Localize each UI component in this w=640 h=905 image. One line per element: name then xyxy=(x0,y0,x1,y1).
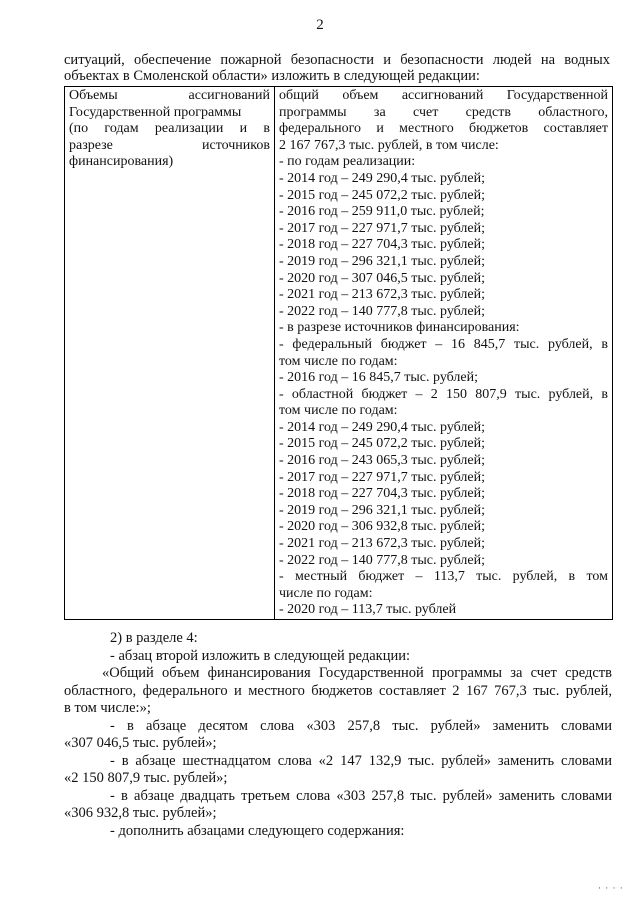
value-line: - 2016 год – 16 845,7 тыс. рублей; xyxy=(279,370,479,386)
amendment-item: - в абзаце десятом слова «303 257,8 тыс. рублей» заменить словами xyxy=(110,717,612,734)
label-line: Объемы ассигнований xyxy=(69,88,270,103)
amendment-item: - дополнить абзацами следующего содержания: xyxy=(110,822,405,839)
value-line: том числе по годам: xyxy=(279,353,398,369)
amendment-item: - абзац второй изложить в следующей редакции: xyxy=(110,647,411,664)
amendment-item: «306 932,8 тыс. рублей»; xyxy=(64,805,217,821)
label-line: разрезе источников xyxy=(69,137,270,153)
amendment-item: «2 150 807,9 тыс. рублей»; xyxy=(64,770,228,786)
label-line: Государственной программы xyxy=(69,104,242,120)
value-line: числе по годам: xyxy=(279,585,373,601)
value-line: программы за счет средств областного, xyxy=(279,104,608,120)
value-line: - федеральный бюджет – 16 845,7 тыс. рублей, в xyxy=(279,336,608,352)
quote-line: областного, федерального и местного бюджетов составляет 2 167 767,3 тыс. рублей, xyxy=(64,682,612,699)
amendment-item: - в абзаце шестнадцатом слова «2 147 132,9 тыс. рублей» заменить словами xyxy=(110,752,612,769)
value-line: - 2018 год – 227 704,3 тыс. рублей; xyxy=(279,486,486,502)
value-line: - 2019 год – 296 321,1 тыс. рублей; xyxy=(279,502,486,518)
value-line: - 2014 год – 249 290,4 тыс. рублей; xyxy=(279,419,486,435)
value-line: - 2021 год – 213 672,3 тыс. рублей; xyxy=(279,287,486,303)
value-line: - 2017 год – 227 971,7 тыс. рублей; xyxy=(279,469,486,485)
value-line: - 2017 год – 227 971,7 тыс. рублей; xyxy=(279,220,486,236)
value-line: - 2020 год – 307 046,5 тыс. рублей; xyxy=(279,270,486,286)
section-heading: 2) в разделе 4: xyxy=(110,630,198,646)
value-line: - по годам реализации: xyxy=(279,154,416,170)
value-line: - 2016 год – 259 911,0 тыс. рублей; xyxy=(279,204,485,220)
value-line: 2 167 767,3 тыс. рублей, в том числе: xyxy=(279,137,499,153)
value-line: федерального и местного бюджетов составляет xyxy=(279,121,608,137)
quote-line: в том числе:»; xyxy=(64,700,151,716)
value-line: - в разрезе источников финансирования: xyxy=(279,320,520,336)
scan-mark: · · · · xyxy=(598,883,624,893)
intro-line: объектах в Смоленской области» изложить в следующей редакции: xyxy=(64,68,480,84)
amendment-text xyxy=(64,630,612,840)
value-line: том числе по годам: xyxy=(279,403,398,419)
value-line: - местный бюджет – 113,7 тыс. рублей, в том xyxy=(279,569,608,585)
page-number: 2 xyxy=(316,17,324,33)
program-funding-table xyxy=(64,86,613,620)
value-line: - областной бюджет – 2 150 807,9 тыс. рублей, в xyxy=(279,386,608,402)
label-line: финансирования) xyxy=(69,154,174,170)
intro-line: ситуаций, обеспечение пожарной безопасности и безопасности людей на водных xyxy=(64,52,610,68)
value-line: - 2022 год – 140 777,8 тыс. рублей; xyxy=(279,303,486,319)
table-value-cell xyxy=(275,87,613,620)
amendment-item: «307 046,5 тыс. рублей»; xyxy=(64,735,217,751)
value-line: - 2020 год – 113,7 тыс. рублей xyxy=(279,602,457,618)
value-line: - 2015 год – 245 072,2 тыс. рублей; xyxy=(279,436,486,452)
value-line: - 2014 год – 249 290,4 тыс. рублей; xyxy=(279,170,486,186)
value-line: - 2020 год – 306 932,8 тыс. рублей; xyxy=(279,519,486,535)
intro-paragraph xyxy=(64,52,610,84)
table-label-cell xyxy=(65,87,275,620)
value-line: общий объем ассигнований Государственной xyxy=(279,88,608,103)
value-line: - 2022 год – 140 777,8 тыс. рублей; xyxy=(279,552,486,568)
value-line: - 2018 год – 227 704,3 тыс. рублей; xyxy=(279,237,486,253)
value-line: - 2016 год – 243 065,3 тыс. рублей; xyxy=(279,453,486,469)
label-line: (по годам реализации и в xyxy=(69,121,270,137)
value-line: - 2021 год – 213 672,3 тыс. рублей; xyxy=(279,536,486,552)
value-line: - 2019 год – 296 321,1 тыс. рублей; xyxy=(279,253,486,269)
value-line: - 2015 год – 245 072,2 тыс. рублей; xyxy=(279,187,486,203)
amendment-item: - в абзаце двадцать третьем слова «303 257,8 тыс. рублей» заменить словами xyxy=(110,787,612,804)
quote-line: «Общий объем финансирования Государственной программы за счет средств xyxy=(102,665,612,681)
